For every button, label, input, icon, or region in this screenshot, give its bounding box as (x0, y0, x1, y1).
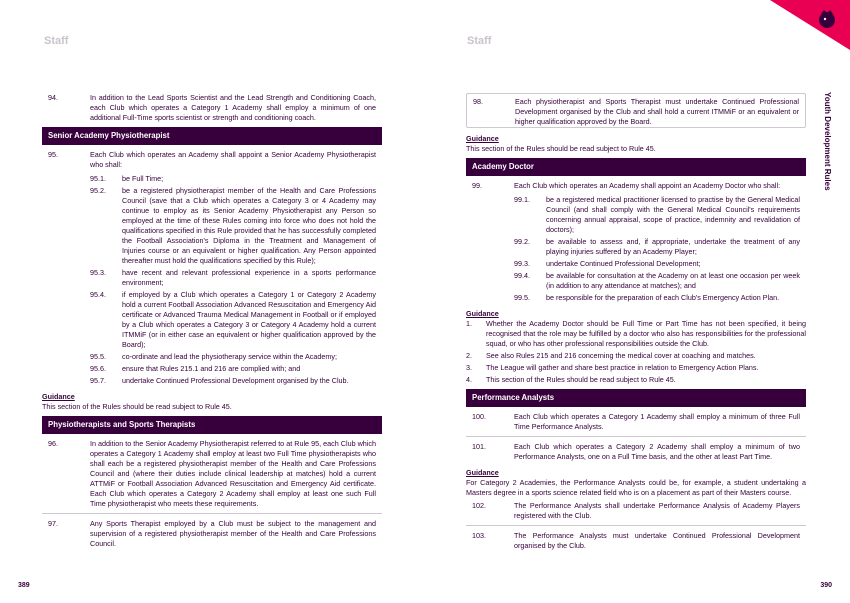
subrule-text: be Full Time; (122, 174, 164, 183)
subrule-text: have recent and relevant professional experience in a sports performance environment; (122, 268, 376, 287)
rule-number: 95. (48, 150, 58, 159)
subrule-number: 95.6. (90, 364, 106, 373)
subrule-95-5 (90, 352, 382, 362)
subrule-95-2 (90, 186, 382, 266)
subrule-text: undertake Continued Professional Development organised by the Club. (122, 376, 349, 385)
rule-number: 99. (472, 181, 482, 190)
divider (42, 513, 382, 514)
subrule-number: 95.5. (90, 352, 106, 361)
section-physiotherapists-sports-therapists: Physiotherapists and Sports Therapists (42, 416, 382, 434)
subrule-number: 95.7. (90, 376, 106, 385)
subrule-number: 99.3. (514, 259, 530, 268)
rule-number: 103. (472, 531, 486, 540)
rule-text: Each Club which operates an Academy shall appoint an Academy Doctor who shall: (514, 181, 781, 190)
subrule-99-1 (514, 195, 806, 235)
subrule-99-4 (514, 271, 806, 291)
rule-number: 96. (48, 439, 58, 448)
sidebar-title: Youth Development Rules (823, 92, 832, 191)
guidance-text: For Category 2 Academies, the Performance Analysts could be, for example, a student undertaking a Masters degree in a sports science related field who is on a placement as part of their Masters course. (466, 478, 806, 497)
guidance-item-2 (466, 351, 806, 361)
subrule-text: be available to assess and, if appropriate, undertake the treatment of any playing injuries suffered by an Academy Player; (546, 237, 800, 256)
subrule-text: be a registered physiotherapist member of the Health and Care Professions Council (save that a Club which operates a Category 3 or 4 Academy may continue to employ as its Senior Academy Physiotherapist any Person so employed at the time of these Rules coming into force who does not hold the qualifications specified in this Rule provided that he has successfully completed the Football Association's Diploma in the Treatment and Management of Injuries course or an equivalent or higher qualification. Any Person appointed thereafter must hold the qualifications specified by this Rule); (122, 186, 376, 265)
subrule-number: 95.2. (90, 186, 106, 195)
divider (466, 525, 806, 526)
lion-crest-icon (816, 8, 838, 30)
subrule-number: 99.4. (514, 271, 530, 280)
subrule-95-7 (90, 376, 382, 386)
section-performance-analysts: Performance Analysts (466, 389, 806, 407)
rule-text: Each Club which operates a Category 1 Academy shall employ a minimum of three Full Time Performance Analysts. (514, 412, 800, 431)
item-text: See also Rules 215 and 216 concerning the medical cover at coaching and matches. (486, 351, 756, 360)
subrule-95-3 (90, 268, 382, 288)
subrule-99-2 (514, 237, 806, 257)
page-number-left: 389 (18, 582, 30, 589)
rule-96 (42, 439, 382, 509)
rule-text: The Performance Analysts shall undertake Performance Analysis of Academy Players registered with the Club. (514, 501, 800, 520)
rule-103 (466, 531, 806, 551)
guidance-heading: Guidance (42, 392, 75, 401)
guidance-heading: Guidance (466, 309, 499, 318)
item-text: The League will gather and share best practice in relation to Emergency Action Plans. (486, 363, 759, 372)
rule-102 (466, 501, 806, 521)
rule-text: Each physiotherapist and Sports Therapist must undertake Continued Professional Development organised by the Club and shall hold a current ITMMiF or an equivalent or higher qualification approved by the Board. (515, 97, 799, 126)
guidance-item-3 (466, 363, 806, 373)
rule-number: 100. (472, 412, 486, 421)
item-text: This section of the Rules should be read subject to Rule 45. (486, 375, 676, 384)
section-academy-doctor: Academy Doctor (466, 158, 806, 176)
rule-98 (466, 93, 806, 128)
subrule-95-4 (90, 290, 382, 350)
item-number: 2. (466, 351, 472, 360)
subrule-text: be responsible for the preparation of each Club's Emergency Action Plan. (546, 293, 780, 302)
subrule-text: be a registered medical practitioner licensed to practise by the General Medical Council (and shall comply with the General Medical Council's requirements concerning annual appraisal, scope of practice, indemnity and revalidation of doctors); (546, 195, 800, 234)
rule-94 (42, 93, 382, 123)
subrule-text: co-ordinate and lead the physiotherapy service within the Academy; (122, 352, 337, 361)
subrule-number: 99.2. (514, 237, 530, 246)
rule-number: 97. (48, 519, 58, 528)
rule-number: 102. (472, 501, 486, 510)
subrule-number: 95.4. (90, 290, 106, 299)
subrule-95-1 (90, 174, 382, 184)
corner-accent (770, 0, 850, 50)
rule-text: Each Club which operates a Category 2 Academy shall employ a minimum of two Performance Analysts, one on a Full Time basis, and the other at least Part Time. (514, 442, 800, 461)
subrule-number: 99.1. (514, 195, 530, 204)
guidance-text: This section of the Rules should be read subject to Rule 45. (466, 144, 656, 153)
rule-99 (466, 181, 806, 191)
right-column (466, 93, 806, 555)
section-senior-academy-physiotherapist: Senior Academy Physiotherapist (42, 127, 382, 145)
subrule-number: 95.1. (90, 174, 106, 183)
left-column (42, 93, 382, 553)
rule-95 (42, 150, 382, 170)
rule-number: 98. (473, 97, 483, 106)
divider (466, 436, 806, 437)
rule-text: In addition to the Lead Sports Scientist and the Lead Strength and Conditioning Coach, each Club which operates a Category 1 Academy shall employ a minimum of one additional Full-Time sports scientist or strength and conditioning coach. (90, 93, 376, 122)
item-number: 3. (466, 363, 472, 372)
rule-text: The Performance Analysts must undertake Continued Professional Development organised by the Club. (514, 531, 800, 550)
guidance-text: This section of the Rules should be read subject to Rule 45. (42, 402, 232, 411)
rule-number: 94. (48, 93, 58, 102)
subrule-99-5 (514, 293, 806, 303)
guidance-heading: Guidance (466, 134, 499, 143)
subrule-number: 99.5. (514, 293, 530, 302)
rule-101 (466, 442, 806, 462)
item-text: Whether the Academy Doctor should be Full Time or Part Time has not been specified, it being recognised that the role may be fulfilled by a doctor who also has responsibilities for the professional squad, or who has other professional responsibilities outside the Club. (486, 319, 806, 348)
subrule-text: be available for consultation at the Academy on at least one occasion per week (in addition to any attendance at matches); and (546, 271, 800, 290)
subrule-number: 95.3. (90, 268, 106, 277)
item-number: 1. (466, 319, 472, 328)
subrule-text: undertake Continued Professional Development; (546, 259, 701, 268)
page-header-right: Staff (467, 35, 492, 47)
subrule-95-6 (90, 364, 382, 374)
page-number-right: 390 (820, 582, 832, 589)
rule-97 (42, 519, 382, 549)
guidance-heading: Guidance (466, 468, 499, 477)
guidance-item-1 (466, 319, 806, 349)
page-header-left: Staff (44, 35, 69, 47)
guidance-item-4 (466, 375, 806, 385)
rule-text: Each Club which operates an Academy shall appoint a Senior Academy Physiotherapist who shall: (90, 150, 376, 169)
rule-100 (466, 412, 806, 432)
rule-text: Any Sports Therapist employed by a Club must be subject to the management and supervision of a registered physiotherapist member of the Health and Care Professions Council. (90, 519, 376, 548)
rule-text: In addition to the Senior Academy Physiotherapist referred to at Rule 95, each Club which operates a Category 1 Academy shall employ at least two Full Time physiotherapists who shall each be a registered physiotherapist member of the Health and Care Professions Council and (where their duties include clinical leadership at matches) hold a current ATTMiF or Football Association Advanced Resuscitation and Emergency Aid certificate. Each Club which operates a Category 2 Academy shall employ at least one such Full Time physiotherapist who meets these requirements. (90, 439, 376, 508)
subrule-99-3 (514, 259, 806, 269)
subrule-text: if employed by a Club which operates a Category 1 or Category 2 Academy hold a current Football Association Advanced Resuscitation and Emergency Aid certificate or Advanced Trauma Medical Management in Football or if employed by a Club which operates a Category 3 or Category 4 Academy hold a current ITMMiF (or in either case an equivalent or higher qualification approved by the Board); (122, 290, 376, 349)
item-number: 4. (466, 375, 472, 384)
subrule-text: ensure that Rules 215.1 and 216 are complied with; and (122, 364, 301, 373)
rule-number: 101. (472, 442, 486, 451)
